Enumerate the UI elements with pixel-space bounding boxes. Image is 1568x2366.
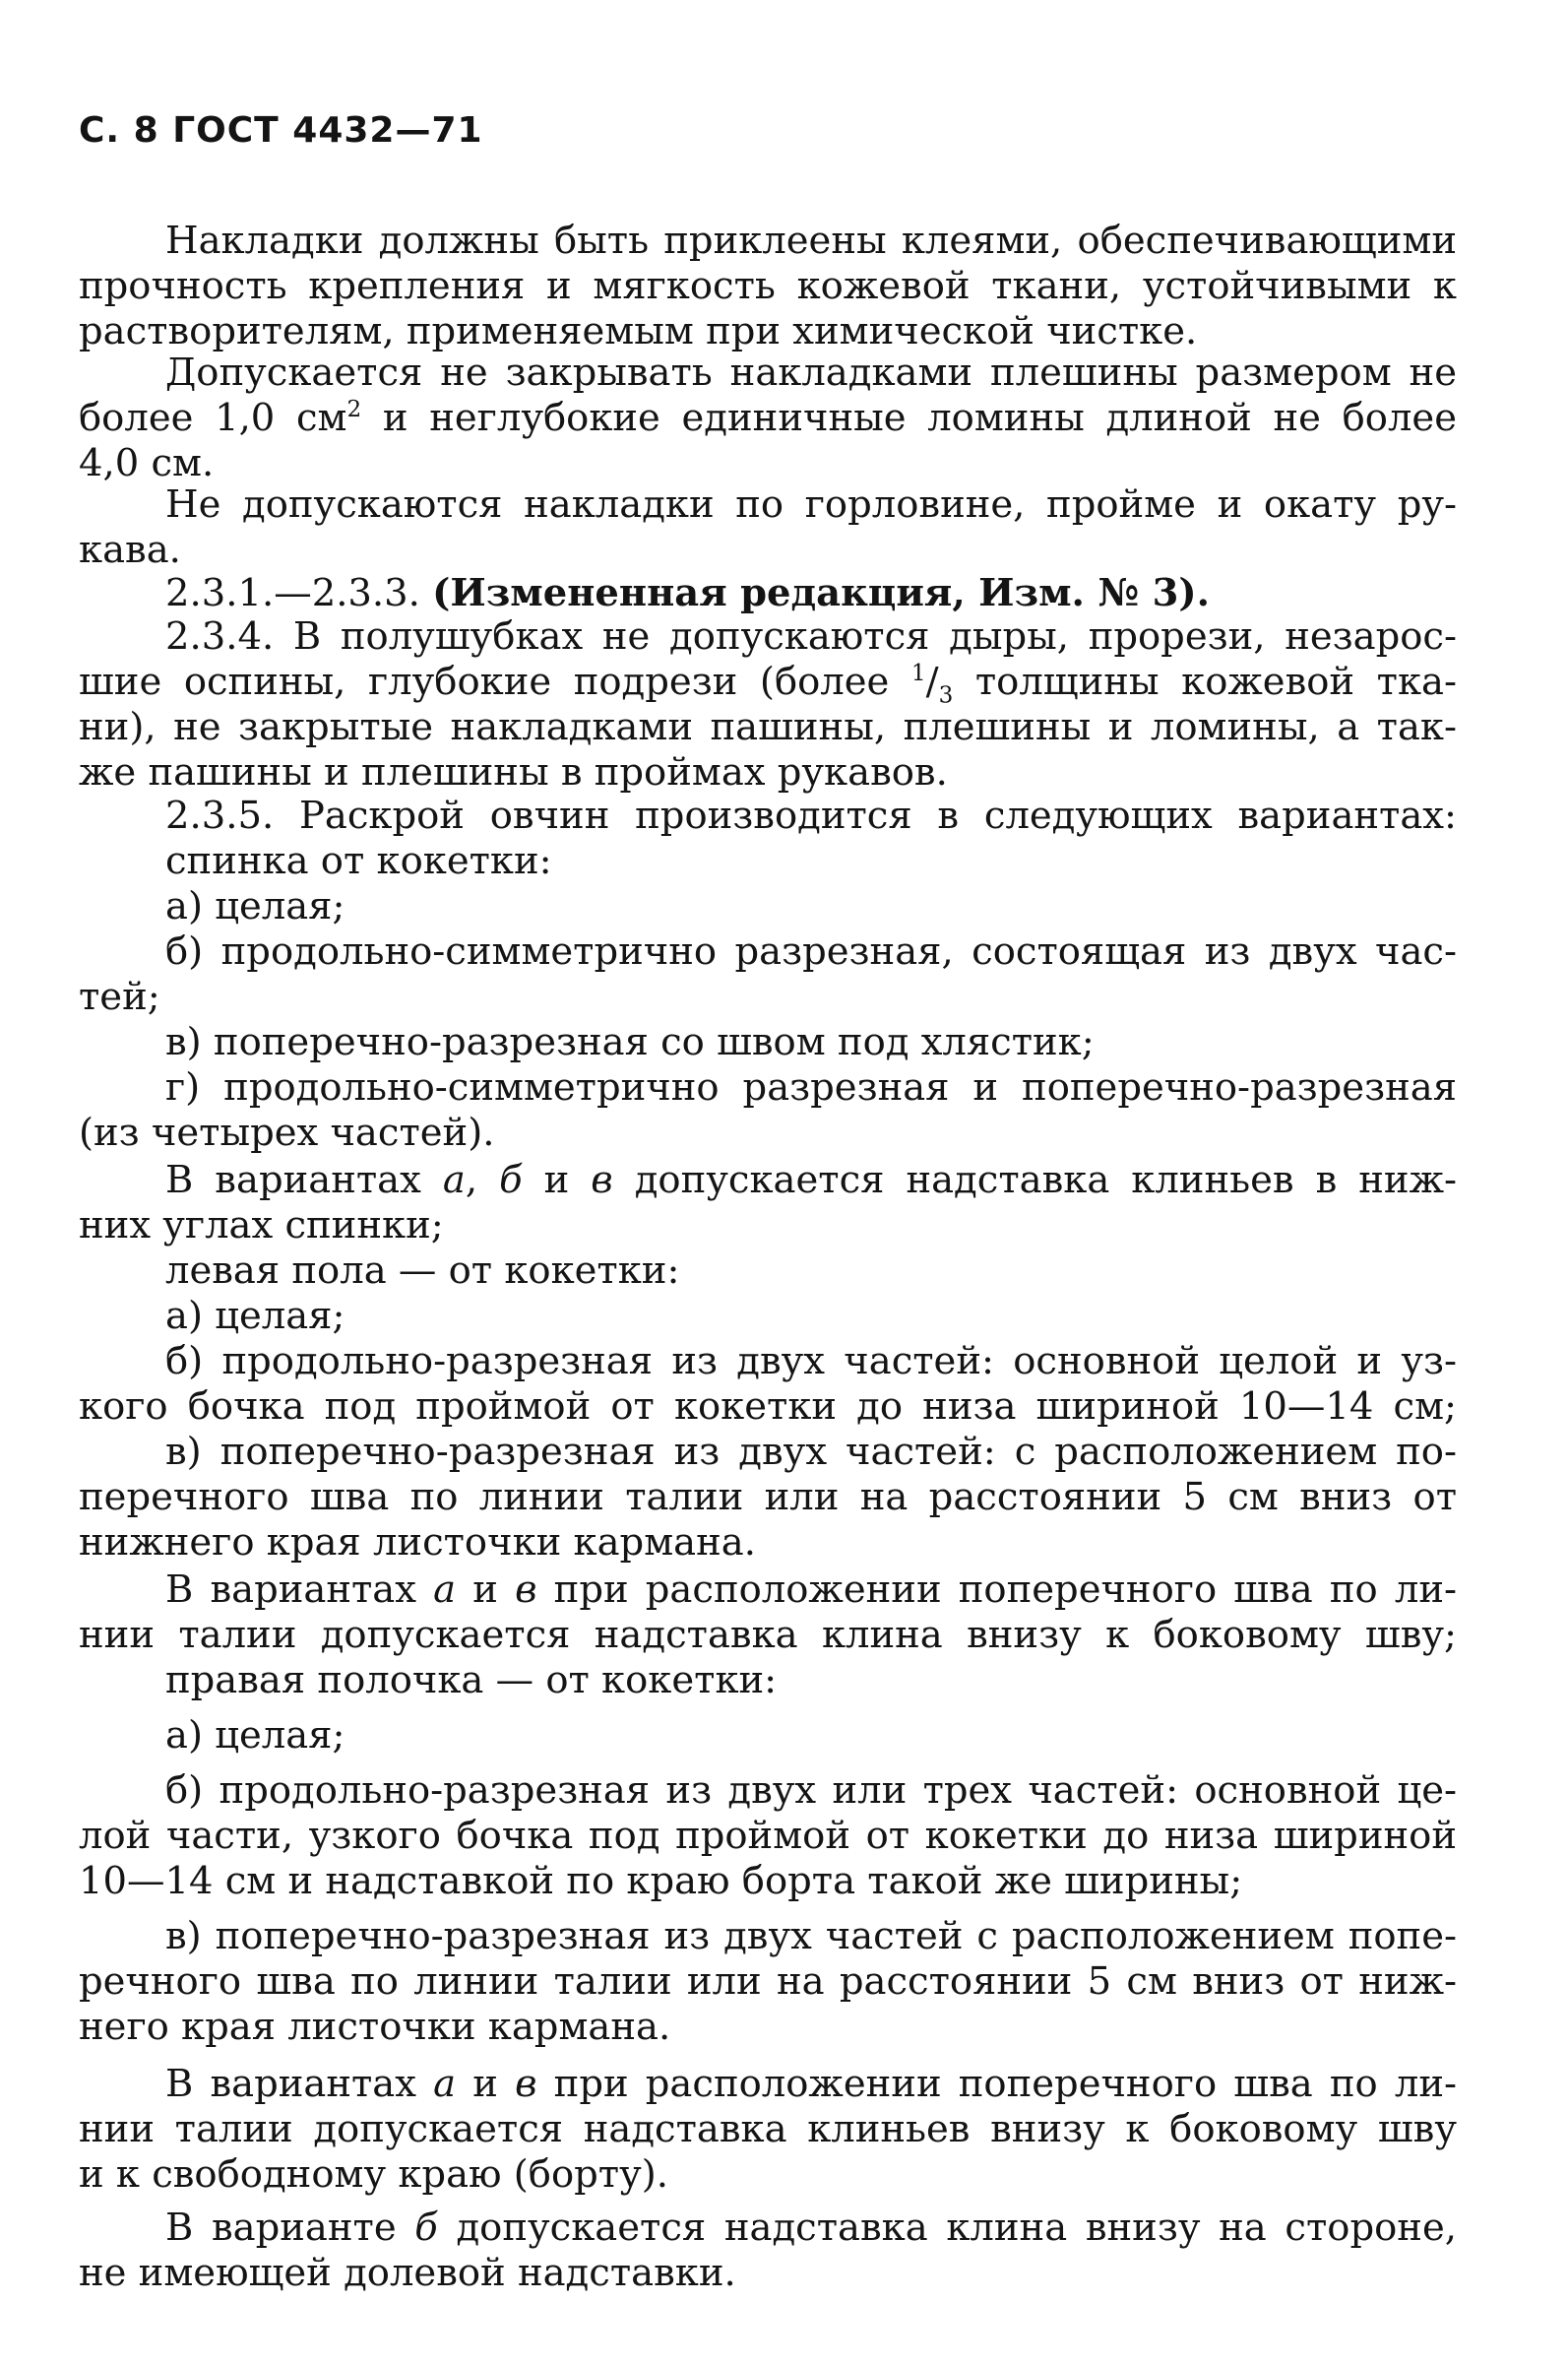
text-line: Накладки должны быть приклеены клеями, обеспечивающими — [165, 219, 1457, 263]
text-line: более 1,0 $см^2$ и неглубокие единичные ломины длиной не более — [79, 396, 1457, 440]
list-item: а) целая; — [165, 1294, 345, 1338]
text-line: нии талии допускается надставка клиньев внизу к боковому шву — [79, 2107, 1457, 2151]
text-line: 2.3.4. В полушубках не допускаются дыры, прорези, незарос- — [165, 614, 1457, 659]
text-line: него края листочки кармана. — [79, 2005, 671, 2049]
text-line: (из четырех частей). — [79, 1111, 495, 1155]
amendment-note: (Измененная редакция, Изм. № 3). — [432, 571, 1210, 615]
text-line: шие оспины, глубокие подрези (более $^1/_3$ толщины кожевой тка- — [79, 660, 1457, 705]
text-line: 2.3.5. Раскрой овчин производится в следующих вариантах: — [165, 794, 1457, 838]
text-line: кого бочка под проймой от кокетки до низа шириной 10—14 см; — [79, 1384, 1457, 1429]
text-line: В вариантах а и в при расположении поперечного шва по ли- — [165, 2062, 1457, 2106]
list-item: в) поперечно-разрезная из двух частей: с расположением по- — [165, 1430, 1457, 1474]
text-line: кава. — [79, 528, 181, 572]
list-item: г) продольно-симметрично разрезная и поперечно-разрезная — [165, 1065, 1457, 1110]
text-line: Не допускаются накладки по горловине, пройме и окату ру- — [165, 482, 1457, 527]
list-item: а) целая; — [165, 1713, 345, 1758]
text-line: не имеющей долевой надставки. — [79, 2251, 736, 2295]
text-line: В варианте б допускается надставка клина внизу на стороне, — [165, 2206, 1457, 2250]
text-line: 10—14 см и надставкой по краю борта такой же ширины; — [79, 1859, 1243, 1903]
list-item: в) поперечно-разрезная со швом под хлястик; — [165, 1020, 1095, 1064]
list-item: б) продольно-разрезная из двух частей: основной целой и уз- — [165, 1339, 1457, 1383]
text-line: В вариантах а, б и в допускается надставка клиньев в ниж- — [165, 1158, 1457, 1202]
text-line: растворителям, применяемым при химической чистке. — [79, 309, 1198, 353]
text-line: нии талии допускается надставка клина внизу к боковому шву; — [79, 1613, 1457, 1657]
text-line: лой части, узкого бочка под проймой от кокетки до низа шириной — [79, 1814, 1457, 1858]
text-line: 2.3.1.—2.3.3. (Измененная редакция, Изм. № 3). — [165, 571, 1210, 615]
text-line: спинка от кокетки: — [165, 839, 552, 883]
text-line: правая полочка — от кокетки: — [165, 1658, 778, 1702]
text-line: прочность крепления и мягкость кожевой ткани, устойчивыми к — [79, 264, 1457, 308]
text-line: левая пола — от кокетки: — [165, 1248, 680, 1293]
text-line: нижнего края листочки кармана. — [79, 1520, 756, 1565]
page-header: С. 8 ГОСТ 4432—71 — [79, 110, 483, 151]
text-line: них углах спинки; — [79, 1203, 444, 1247]
text-line: Допускается не закрывать накладками плешины размером не — [165, 351, 1457, 395]
list-item: б) продольно-симметрично разрезная, состоящая из двух час- — [165, 929, 1457, 974]
text-line: тей; — [79, 975, 160, 1019]
text-line: В вариантах а и в при расположении поперечного шва по ли- — [165, 1567, 1457, 1612]
list-item: а) целая; — [165, 884, 345, 928]
text-line: речного шва по линии талии или на расстоянии 5 см вниз от ниж- — [79, 1959, 1457, 2004]
text-line: ни), не закрытые накладками пашины, плешины и ломины, а так- — [79, 705, 1457, 749]
text-line: и к свободному краю (борту). — [79, 2152, 669, 2197]
list-item: б) продольно-разрезная из двух или трех частей: основной це- — [165, 1768, 1457, 1813]
list-item: в) поперечно-разрезная из двух частей с расположением попе- — [165, 1914, 1457, 1958]
text-line: перечного шва по линии талии или на расстоянии 5 см вниз от — [79, 1475, 1457, 1519]
text-line: же пашины и плешины в проймах рукавов. — [79, 750, 948, 795]
text-line: 4,0 см. — [79, 441, 215, 485]
